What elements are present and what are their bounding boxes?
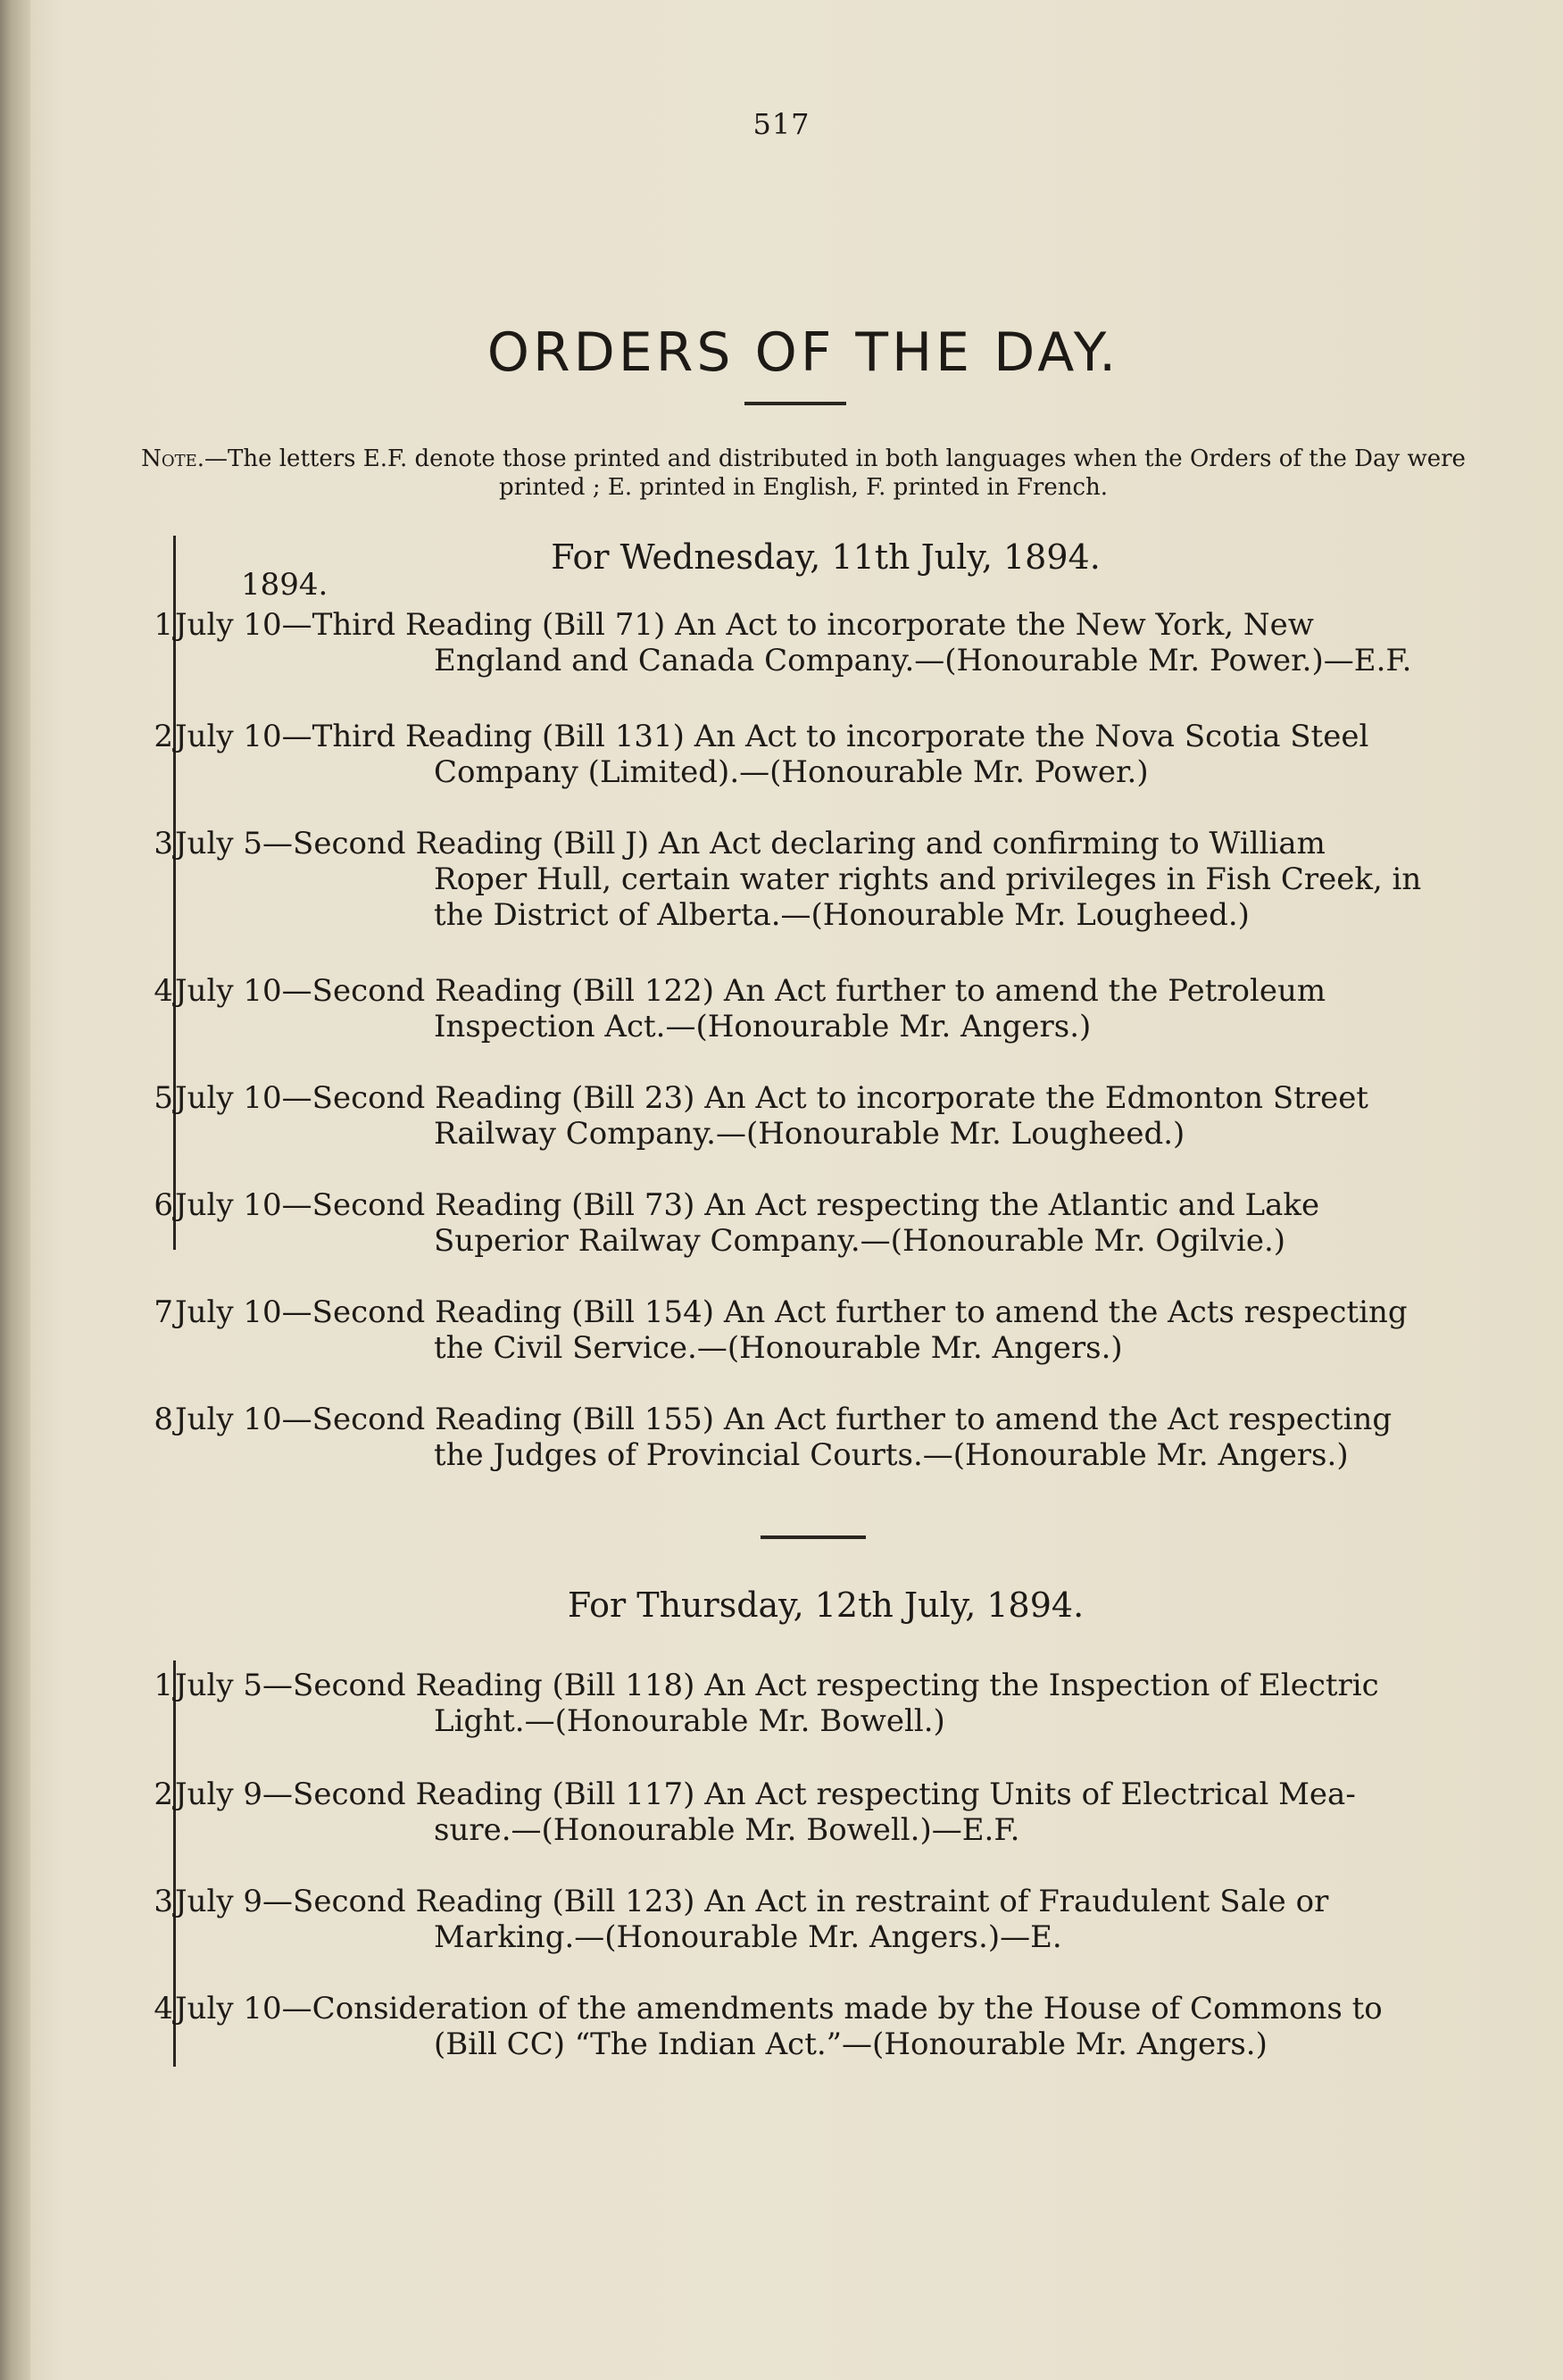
item-number: 7 [154,1294,173,1330]
item-text: July 10—Second Reading (Bill 73) An Act respecting the Atlantic and Lake [175,1187,1320,1223]
wednesday-margin-line [173,536,176,1250]
item-number: 2 [154,1777,173,1812]
item-text: England and Canada Company.—(Honourable Mr. Power.)—E.F. [434,643,1412,678]
section-divider [761,1535,866,1539]
page-title: ORDERS OF THE DAY. [486,321,1120,384]
item-text: Roper Hull, certain water rights and privileges in Fish Creek, in [434,861,1422,897]
item-number: 5 [154,1080,173,1116]
item-text: sure.—(Honourable Mr. Bowell.)—E.F. [434,1812,1020,1848]
item-text: July 5—Second Reading (Bill 118) An Act respecting the Inspection of Electric [175,1668,1379,1703]
item-text: Inspection Act.—(Honourable Mr. Angers.) [434,1009,1092,1044]
item-text: Company (Limited).—(Honourable Mr. Power.) [434,754,1149,790]
page-number: 517 [752,107,811,141]
title-rule [744,402,846,405]
item-text: Marking.—(Honourable Mr. Angers.)—E. [434,1919,1062,1955]
item-text: the Judges of Provincial Courts.—(Honourable Mr. Angers.) [434,1437,1349,1473]
item-text: July 10—Second Reading (Bill 155) An Act further to amend the Act respecting [175,1402,1393,1437]
item-number: 4 [154,973,173,1009]
item-number: 1 [154,1668,173,1703]
item-number: 3 [154,1884,173,1919]
note-label: Note. [141,445,204,472]
item-number: 8 [154,1402,173,1437]
item-text: July 5—Second Reading (Bill J) An Act declaring and confirming to William [175,826,1326,861]
item-text: July 9—Second Reading (Bill 117) An Act respecting Units of Electrical Mea- [175,1777,1356,1812]
item-number: 4 [154,1991,173,2026]
item-text: July 10—Second Reading (Bill 23) An Act to incorporate the Edmonton Street [175,1080,1368,1116]
note [125,445,1482,502]
item-text: July 10—Third Reading (Bill 71) An Act to incorporate the New York, New [175,607,1314,643]
wednesday-heading: For Wednesday, 11th July, 1894. [551,537,1101,577]
item-text: July 10—Second Reading (Bill 154) An Act further to amend the Acts respecting [175,1294,1408,1330]
note-text: —The letters E.F. denote those printed and distributed in both languages when the Orders of the Day were printed ; E. printed in English, F. printed in French. [204,445,1466,501]
item-number: 2 [154,719,173,754]
item-text: July 9—Second Reading (Bill 123) An Act in restraint of Fraudulent Sale or [175,1884,1329,1919]
item-number: 6 [154,1187,173,1223]
item-text: Superior Railway Company.—(Honourable Mr. Ogilvie.) [434,1223,1286,1259]
item-text: Railway Company.—(Honourable Mr. Lougheed.) [434,1116,1185,1152]
item-text: July 10—Second Reading (Bill 122) An Act further to amend the Petroleum [175,973,1326,1009]
item-text: (Bill CC) “The Indian Act.”—(Honourable Mr. Angers.) [434,2026,1268,2062]
item-text: Light.—(Honourable Mr. Bowell.) [434,1703,945,1739]
item-text: July 10—Third Reading (Bill 131) An Act to incorporate the Nova Scotia Steel [175,719,1369,754]
year-label: 1894. [241,567,328,603]
item-text: July 10—Consideration of the amendments made by the House of Commons to [175,1991,1383,2026]
item-number: 3 [154,826,173,861]
item-number: 1 [154,607,173,643]
item-text: the District of Alberta.—(Honourable Mr. Lougheed.) [434,897,1250,933]
thursday-heading: For Thursday, 12th July, 1894. [567,1585,1085,1625]
item-text: the Civil Service.—(Honourable Mr. Angers.) [434,1330,1123,1366]
